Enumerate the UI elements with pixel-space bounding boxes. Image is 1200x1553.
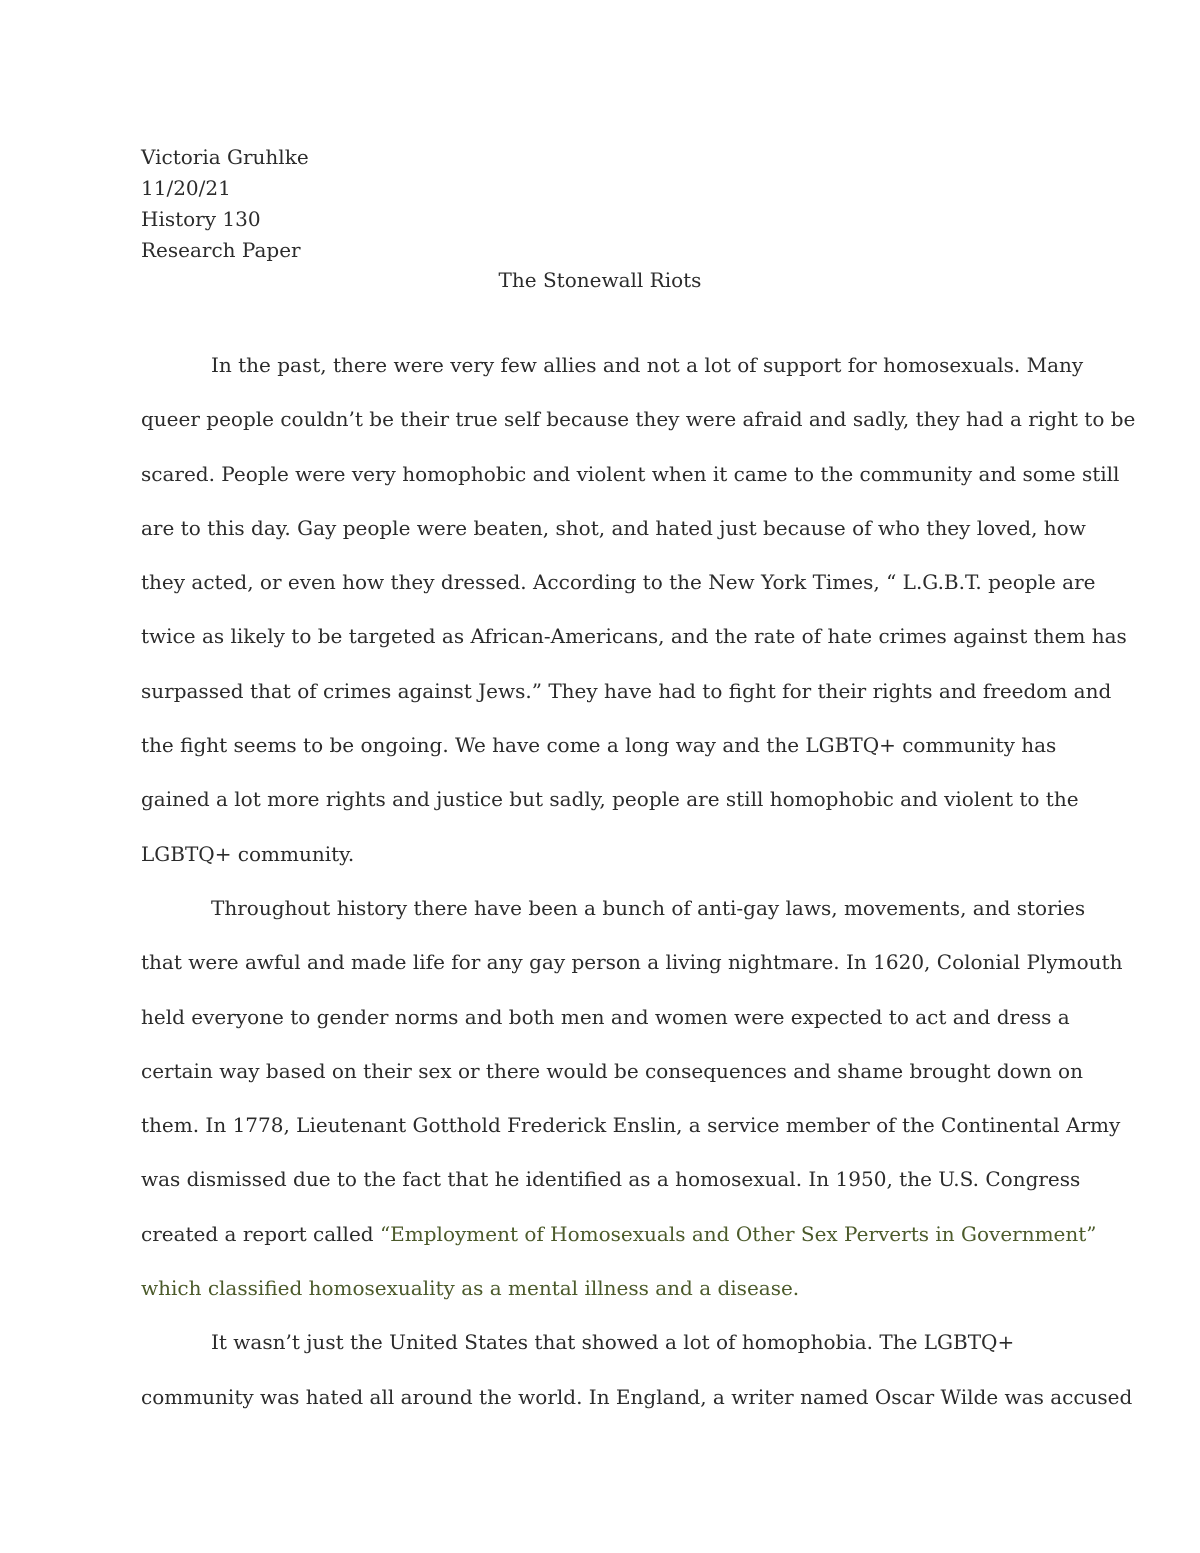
assignment-type: Research Paper — [141, 238, 301, 262]
paragraph-1-line-3: scared. People were very homophobic and violent when it came to the community and some still — [141, 461, 1120, 486]
paper-body — [141, 338, 1136, 1424]
page-title: The Stonewall Riots — [498, 268, 702, 292]
paragraph-1-line-2: queer people couldn’t be their true self because they were afraid and sadly, they had a right to be — [141, 407, 1136, 432]
paragraph-2-line-4: certain way based on their sex or there would be consequences and shame brought down on — [141, 1058, 1083, 1083]
paragraph-1-line-8: the fight seems to be ongoing. We have come a long way and the LGBTQ+ community has — [141, 733, 1057, 758]
report-title-highlight: “Employment of Homosexuals and Other Sex Perverts in Government” — [379, 1221, 1097, 1246]
paragraph-1-line-10: LGBTQ+ community. — [141, 841, 355, 866]
paragraph-1-line-6: twice as likely to be targeted as African-Americans, and the rate of hate crimes against them has — [141, 624, 1127, 649]
paragraph-2-line-1: Throughout history there have been a bunch of anti-gay laws, movements, and stories — [211, 895, 1086, 920]
paragraph-2-line-6: was dismissed due to the fact that he identified as a homosexual. In 1950, the U.S. Congress — [141, 1167, 1081, 1192]
paragraph-1-line-5: they acted, or even how they dressed. According to the New York Times, “ L.G.B.T. people are — [141, 570, 1096, 595]
paragraph-1-line-1: In the past, there were very few allies and not a lot of support for homosexuals. Many — [211, 353, 1084, 377]
course-name: History 130 — [141, 207, 261, 231]
author-name: Victoria Gruhlke — [141, 145, 309, 169]
paragraph-2-line-8: which classified homosexuality as a mental illness and a disease. — [141, 1276, 800, 1301]
paragraph-3-line-1: It wasn’t just the United States that showed a lot of homophobia. The LGBTQ+ — [211, 1330, 1015, 1355]
paragraph-2-line-2: that were awful and made life for any gay person a living nightmare. In 1620, Colonial Plymouth — [141, 950, 1123, 975]
report-intro-text: created a report called — [141, 1221, 380, 1246]
paragraph-1-line-9: gained a lot more rights and justice but sadly, people are still homophobic and violent to the — [141, 787, 1079, 812]
paragraph-2-line-7 — [141, 1207, 1097, 1261]
paper-date: 11/20/21 — [141, 176, 231, 200]
paragraph-1-line-7: surpassed that of crimes against Jews.” They have had to fight for their rights and freedom and — [141, 678, 1112, 703]
paper-header — [141, 142, 1061, 266]
paragraph-1-line-4: are to this day. Gay people were beaten, shot, and hated just because of who they loved, how — [141, 515, 1086, 540]
paragraph-2-line-5: them. In 1778, Lieutenant Gotthold Frederick Enslin, a service member of the Continental Army — [141, 1113, 1121, 1138]
paragraph-3-line-2: community was hated all around the world. In England, a writer named Oscar Wilde was accused — [141, 1384, 1133, 1409]
paragraph-2-line-3: held everyone to gender norms and both men and women were expected to act and dress a — [141, 1004, 1070, 1029]
